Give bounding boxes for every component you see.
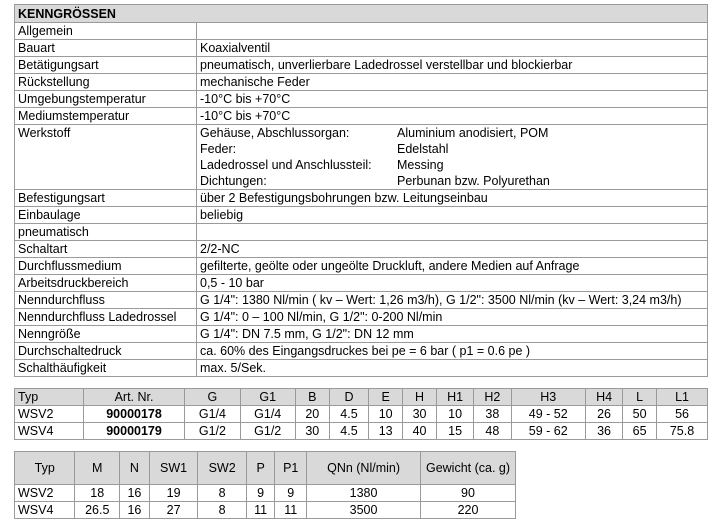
dimensions-table-2	[14, 451, 516, 519]
table-cell: 11	[275, 502, 307, 519]
table-cell: WSV2	[15, 485, 75, 502]
werkstoff-row	[15, 125, 708, 190]
dimensions-2-header-row	[15, 452, 516, 485]
material-row	[200, 125, 550, 141]
table-cell: 9	[246, 485, 274, 502]
property-key: Umgebungstemperatur	[15, 91, 197, 108]
column-header: P	[246, 452, 274, 485]
property-row	[15, 360, 708, 377]
property-value: pneumatisch, unverlierbare Ladedrossel verstellbar und blockierbar	[197, 57, 708, 74]
werkstoff-materials	[197, 125, 708, 190]
table-cell: 13	[369, 423, 403, 440]
property-key: Nenngröße	[15, 326, 197, 343]
dimensions-table	[14, 388, 708, 440]
table-cell: G1/4	[185, 406, 240, 423]
table-heading-row	[15, 5, 708, 23]
table-cell: 49 - 52	[511, 406, 585, 423]
table-row	[15, 502, 516, 519]
property-value: Koaxialventil	[197, 40, 708, 57]
dimensions-header-row	[15, 389, 708, 406]
property-row	[15, 57, 708, 74]
material-value: Messing	[397, 158, 444, 172]
property-value: 0,5 - 10 bar	[197, 275, 708, 292]
column-header: M	[75, 452, 120, 485]
property-row	[15, 74, 708, 91]
property-value: G 1/4": DN 7.5 mm, G 1/2": DN 12 mm	[197, 326, 708, 343]
table-cell: 1380	[307, 485, 421, 502]
property-value: G 1/4": 1380 Nl/min ( kv – Wert: 1,26 m3/h), G 1/2": 3500 Nl/min (kv – Wert: 3,24 m3/h)	[197, 292, 708, 309]
table-cell: 10	[369, 406, 403, 423]
table-cell: 38	[474, 406, 511, 423]
material-part: Ladedrossel und Anschlussteil:	[200, 158, 372, 172]
column-header: N	[120, 452, 150, 485]
property-row	[15, 275, 708, 292]
property-row	[15, 40, 708, 57]
table-cell: 65	[623, 423, 657, 440]
property-key: Schalthäufigkeit	[15, 360, 197, 377]
column-header: QNn (Nl/min)	[307, 452, 421, 485]
table-cell: 20	[295, 406, 329, 423]
property-row	[15, 190, 708, 207]
property-row	[15, 258, 708, 275]
property-row	[15, 108, 708, 125]
property-value: max. 5/Sek.	[197, 360, 708, 377]
table-cell: 27	[149, 502, 198, 519]
property-key: Arbeitsdruckbereich	[15, 275, 197, 292]
column-header: H	[403, 389, 437, 406]
property-key: Bauart	[15, 40, 197, 57]
property-row	[15, 224, 708, 241]
table-cell: 10	[437, 406, 474, 423]
material-value: Aluminium anodisiert, POM	[397, 126, 549, 140]
column-header: P1	[275, 452, 307, 485]
column-header: H4	[585, 389, 622, 406]
property-value	[197, 23, 708, 40]
table-row	[15, 406, 708, 423]
table-cell: 9	[275, 485, 307, 502]
column-header: Gewicht (ca. g)	[421, 452, 516, 485]
table-cell: 4.5	[329, 423, 369, 440]
table-cell: 4.5	[329, 406, 369, 423]
column-header: B	[295, 389, 329, 406]
table-cell: G1/2	[240, 423, 295, 440]
table-cell: 16	[120, 485, 150, 502]
column-header: G	[185, 389, 240, 406]
table-cell: 16	[120, 502, 150, 519]
column-header: L	[623, 389, 657, 406]
table-cell: WSV2	[15, 406, 84, 423]
property-key: Einbaulage	[15, 207, 197, 224]
column-header: H2	[474, 389, 511, 406]
table-cell: G1/4	[240, 406, 295, 423]
property-row	[15, 292, 708, 309]
table-cell: 3500	[307, 502, 421, 519]
column-header: H3	[511, 389, 585, 406]
material-row	[200, 157, 550, 173]
property-row	[15, 309, 708, 326]
property-row	[15, 207, 708, 224]
column-header: H1	[437, 389, 474, 406]
table-cell: 26.5	[75, 502, 120, 519]
table-cell: 59 - 62	[511, 423, 585, 440]
property-value: über 2 Befestigungsbohrungen bzw. Leitungseinbau	[197, 190, 708, 207]
table-cell: 18	[75, 485, 120, 502]
column-header: E	[369, 389, 403, 406]
table-cell: 56	[657, 406, 708, 423]
property-row	[15, 241, 708, 258]
material-row	[200, 141, 550, 157]
table-cell: WSV4	[15, 502, 75, 519]
property-key: pneumatisch	[15, 224, 197, 241]
property-value	[197, 224, 708, 241]
table-cell: 30	[295, 423, 329, 440]
table-cell: 220	[421, 502, 516, 519]
table-cell: 90	[421, 485, 516, 502]
table-cell: 90000178	[83, 406, 185, 423]
table-cell: 90000179	[83, 423, 185, 440]
table-cell: 26	[585, 406, 622, 423]
column-header: Typ	[15, 452, 75, 485]
property-row	[15, 23, 708, 40]
property-row	[15, 326, 708, 343]
table-cell: G1/2	[185, 423, 240, 440]
column-header: D	[329, 389, 369, 406]
material-part: Gehäuse, Abschlussorgan:	[200, 126, 350, 140]
table-cell: WSV4	[15, 423, 84, 440]
property-key: Allgemein	[15, 23, 197, 40]
material-row	[200, 173, 550, 189]
table-cell: 19	[149, 485, 198, 502]
table-cell: 48	[474, 423, 511, 440]
table-cell: 36	[585, 423, 622, 440]
table-cell: 8	[198, 485, 247, 502]
property-key: Schaltart	[15, 241, 197, 258]
property-value: -10°C bis +70°C	[197, 91, 708, 108]
property-key: Nenndurchfluss	[15, 292, 197, 309]
property-key: Mediumstemperatur	[15, 108, 197, 125]
properties-table	[14, 4, 708, 377]
table-cell: 11	[246, 502, 274, 519]
property-key: Werkstoff	[15, 125, 197, 190]
material-part: Dichtungen:	[200, 174, 267, 188]
table-cell: 8	[198, 502, 247, 519]
material-part: Feder:	[200, 142, 237, 156]
property-value: 2/2-NC	[197, 241, 708, 258]
column-header: L1	[657, 389, 708, 406]
property-row	[15, 91, 708, 108]
property-key: Betätigungsart	[15, 57, 197, 74]
property-value: ca. 60% des Eingangsdruckes bei pe = 6 bar ( p1 = 0.6 pe )	[197, 343, 708, 360]
property-row	[15, 343, 708, 360]
column-header: Typ	[15, 389, 84, 406]
column-header: Art. Nr.	[83, 389, 185, 406]
table-heading: KENNGRÖSSEN	[15, 5, 708, 23]
table-row	[15, 423, 708, 440]
column-header: SW1	[149, 452, 198, 485]
property-key: Rückstellung	[15, 74, 197, 91]
table-cell: 50	[623, 406, 657, 423]
materials-list	[200, 125, 550, 189]
table-cell: 15	[437, 423, 474, 440]
material-value: Perbunan bzw. Polyurethan	[397, 174, 550, 188]
table-cell: 40	[403, 423, 437, 440]
property-key: Durchflussmedium	[15, 258, 197, 275]
property-value: gefilterte, geölte oder ungeölte Druckluft, andere Medien auf Anfrage	[197, 258, 708, 275]
column-header: SW2	[198, 452, 247, 485]
property-key: Nenndurchfluss Ladedrossel	[15, 309, 197, 326]
table-cell: 30	[403, 406, 437, 423]
property-value: mechanische Feder	[197, 74, 708, 91]
property-value: G 1/4": 0 – 100 Nl/min, G 1/2": 0-200 Nl/min	[197, 309, 708, 326]
table-row	[15, 485, 516, 502]
table-cell: 75.8	[657, 423, 708, 440]
property-key: Durchschaltedruck	[15, 343, 197, 360]
property-value: beliebig	[197, 207, 708, 224]
column-header: G1	[240, 389, 295, 406]
material-value: Edelstahl	[397, 142, 449, 156]
property-value: -10°C bis +70°C	[197, 108, 708, 125]
property-key: Befestigungsart	[15, 190, 197, 207]
